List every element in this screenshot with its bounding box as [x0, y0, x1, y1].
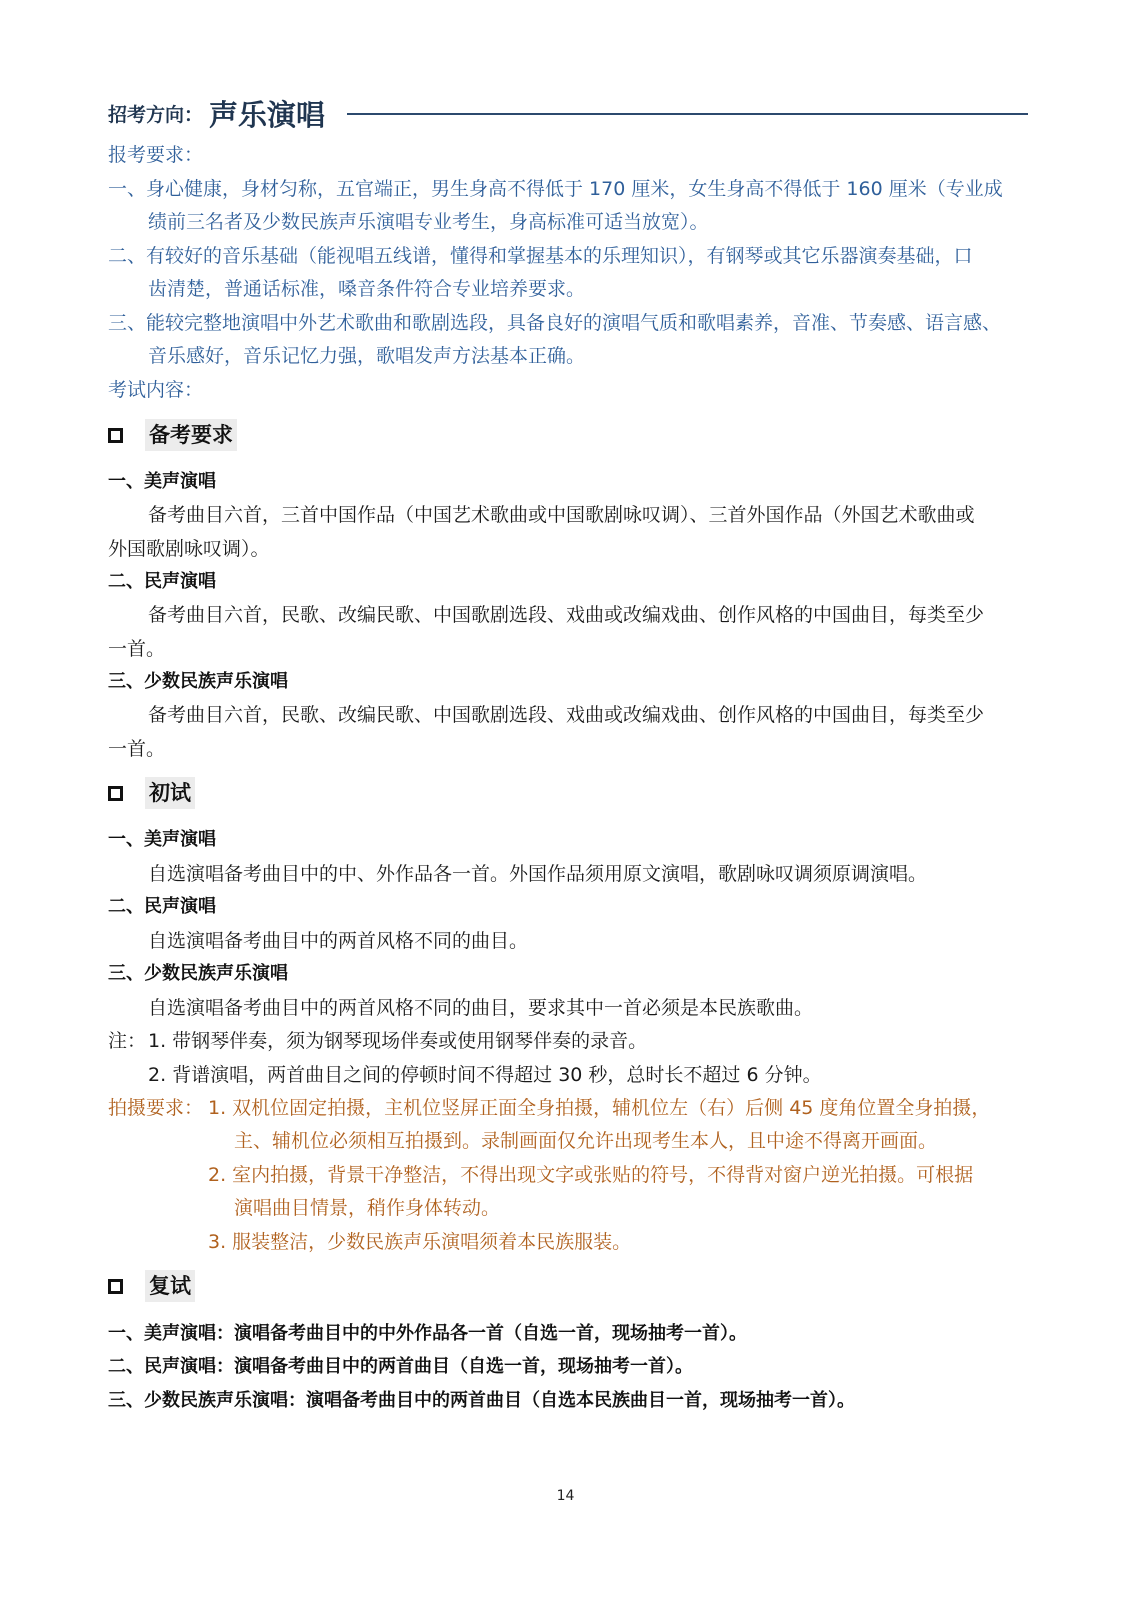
- section-retest: [108, 1269, 195, 1303]
- preliminary-text-1: 自选演唱备考曲目中的中、外作品各一首。外国作品须用原文演唱，歌剧咏叹调须原调演唱。: [148, 863, 928, 885]
- preparation-heading-1: 一、美声演唱: [108, 471, 216, 492]
- retest-item-1: 一、美声演唱：演唱备考曲目中的中外作品各一首（自选一首，现场抽考一首）。: [108, 1323, 747, 1344]
- requirement-1-line-2: 绩前三名者及少数民族声乐演唱专业考生，身高标准可适当放宽）。: [148, 211, 709, 233]
- preparation-text-3-line-2: 一首。: [108, 738, 166, 760]
- direction-header: [108, 92, 1028, 134]
- section-title: 初试: [145, 777, 195, 809]
- filming-label: 拍摄要求：: [108, 1097, 204, 1119]
- section-preparation: [108, 418, 237, 452]
- preparation-text-1-line-2: 外国歌剧咏叹调）。: [108, 538, 270, 560]
- checkbox-square-icon: [108, 786, 123, 801]
- preliminary-heading-3: 三、少数民族声乐演唱: [108, 963, 288, 984]
- requirement-2-line-1: 二、有较好的音乐基础（能视唱五线谱，懂得和掌握基本的乐理知识），有钢琴或其它乐器演奏基础，口: [108, 245, 973, 267]
- preliminary-text-3: 自选演唱备考曲目中的两首风格不同的曲目，要求其中一首必须是本民族歌曲。: [148, 997, 814, 1019]
- checkbox-square-icon: [108, 428, 123, 443]
- preparation-text-1-line-1: 备考曲目六首，三首中国作品（中国艺术歌曲或中国歌剧咏叹调）、三首外国作品（外国艺术歌曲或: [148, 504, 975, 526]
- direction-label: 招考方向：: [108, 103, 204, 126]
- requirement-2-line-2: 齿清楚，普通话标准，嗓音条件符合专业培养要求。: [148, 278, 586, 300]
- section-title: 备考要求: [145, 419, 237, 451]
- requirement-3-line-1: 三、能较完整地演唱中外艺术歌曲和歌剧选段，具备良好的演唱气质和歌唱素养，音准、节奏感、语言感、: [108, 312, 1002, 334]
- preliminary-text-2: 自选演唱备考曲目中的两首风格不同的曲目。: [148, 930, 529, 952]
- direction-name: 声乐演唱: [209, 97, 326, 132]
- filming-item-2-line-2: 演唱曲目情景，稍作身体转动。: [234, 1197, 501, 1219]
- filming-item-1-line-2: 主、辅机位必须相互拍摄到。录制画面仅允许出现考生本人，且中途不得离开画面。: [234, 1130, 938, 1152]
- preliminary-heading-1: 一、美声演唱: [108, 829, 216, 850]
- header-rule: [347, 113, 1028, 115]
- filming-item-1-line-1: 1. 双机位固定拍摄，主机位竖屏正面全身拍摄，辅机位左（右）后侧 45 度角位置全身拍摄，: [208, 1097, 991, 1119]
- preliminary-heading-2: 二、民声演唱: [108, 896, 216, 917]
- preparation-text-2-line-2: 一首。: [108, 638, 166, 660]
- retest-item-3: 三、少数民族声乐演唱：演唱备考曲目中的两首曲目（自选本民族曲目一首，现场抽考一首）。: [108, 1390, 855, 1411]
- note-2: 2. 背谱演唱，两首曲目之间的停顿时间不得超过 30 秒，总时长不超过 6 分钟。: [148, 1064, 822, 1086]
- filming-item-3: 3. 服装整洁，少数民族声乐演唱须着本民族服装。: [208, 1231, 632, 1253]
- requirements-label: 报考要求：: [108, 144, 204, 166]
- checkbox-square-icon: [108, 1279, 123, 1294]
- preparation-text-2-line-1: 备考曲目六首，民歌、改编民歌、中国歌剧选段、戏曲或改编戏曲、创作风格的中国曲目，每类至少: [148, 604, 985, 626]
- preparation-text-3-line-1: 备考曲目六首，民歌、改编民歌、中国歌剧选段、戏曲或改编戏曲、创作风格的中国曲目，每类至少: [148, 704, 985, 726]
- retest-item-2: 二、民声演唱：演唱备考曲目中的两首曲目（自选一首，现场抽考一首）。: [108, 1356, 693, 1377]
- page-number: 14: [556, 1488, 575, 1504]
- requirement-1-line-1: 一、身心健康，身材匀称，五官端正，男生身高不得低于 170 厘米，女生身高不得低于 160 厘米（专业成: [108, 178, 1003, 200]
- note-1: 1. 带钢琴伴奏，须为钢琴现场伴奏或使用钢琴伴奏的录音。: [148, 1030, 648, 1052]
- section-preliminary: [108, 776, 195, 810]
- notes-label: 注：: [108, 1030, 147, 1052]
- exam-content-label: 考试内容：: [108, 379, 204, 401]
- section-title: 复试: [145, 1270, 195, 1302]
- preparation-heading-3: 三、少数民族声乐演唱: [108, 671, 288, 692]
- preparation-heading-2: 二、民声演唱: [108, 571, 216, 592]
- filming-item-2-line-1: 2. 室内拍摄，背景干净整洁，不得出现文字或张贴的符号，不得背对窗户逆光拍摄。可根据: [208, 1164, 974, 1186]
- requirement-3-line-2: 音乐感好，音乐记忆力强，歌唱发声方法基本正确。: [148, 345, 586, 367]
